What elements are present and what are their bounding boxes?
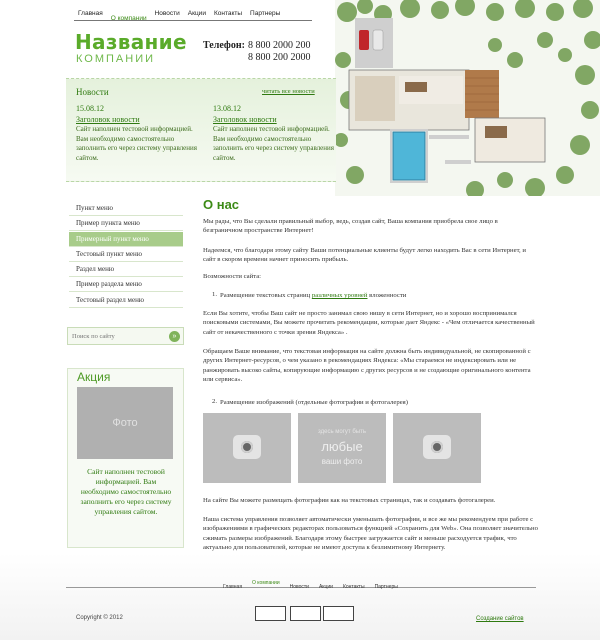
house-plan-illustration [335, 0, 600, 196]
camera-icon [423, 435, 451, 459]
list-item-text: Размещение текстовых страниц [220, 292, 312, 299]
photo-caption-big: любые [321, 439, 363, 454]
creator-link[interactable]: Создание сайтов [476, 616, 524, 622]
top-menu-promo[interactable]: Акции [187, 10, 206, 17]
footer-menu-contacts[interactable]: Контакты [342, 584, 365, 590]
side-menu-item[interactable]: Тестовый пункт меню [69, 247, 183, 262]
side-menu-item[interactable]: Пример пункта меню [69, 216, 183, 231]
side-menu [69, 201, 183, 308]
photo-caption-mid: ваши фото [321, 457, 363, 466]
list-number: 1. [212, 291, 218, 298]
news-date: 13.08.12 [213, 104, 241, 113]
footer-background [0, 553, 600, 640]
logo-title[interactable]: Название [75, 30, 187, 54]
header-house-image [335, 0, 600, 196]
footer-menu-promo[interactable]: Акции [318, 584, 333, 590]
counter-badge[interactable] [255, 606, 286, 621]
paragraph: Возможности сайта: [203, 273, 262, 280]
top-menu-news[interactable]: Новости [154, 10, 180, 17]
paragraph: Наша система управления позволяет автоматически уменьшать фотографии, и все же мы рекомендуем при работе с изображениями в графических редакторах пользоваться функцией «Сохранить для Web». Она позволяет значительно сжимать размеры изображений. Благодаря этому быстрее загружается сайт и меньше расходуется трафик, что актуально для пользователей, которые не имеют доступа к безлимитному Интернету. [203, 516, 538, 551]
counter-badge[interactable] [323, 606, 354, 621]
footer-menu-home[interactable]: Главная [223, 584, 243, 590]
photo-gallery [203, 413, 538, 483]
side-menu-item-active[interactable]: Примерный пункт меню [69, 232, 183, 247]
logo-subtitle[interactable]: КОМПАНИИ [76, 53, 156, 65]
page-title: О нас [203, 197, 240, 212]
search-input[interactable] [72, 330, 162, 342]
footer-menu-about[interactable]: О компании [252, 580, 280, 586]
list-item: Размещение изображений (отдельные фотографии и фотогалерея) [220, 399, 408, 406]
side-menu-item[interactable]: Пункт меню [69, 201, 183, 216]
top-menu-partners[interactable]: Партнеры [250, 10, 281, 17]
promo-photo-placeholder[interactable]: Фото [77, 387, 173, 459]
top-menu-home[interactable]: Главная [78, 10, 103, 17]
paragraph: Обращаем Ваше внимание, что текстовая информация на сайте должна быть индивидуальной, не скопированной с других Интернет-ресурсов, о чем указано в рекомендациях Яндекса: «Мы стараемся не индексировать или не ранжировать высоко сайты, копирующие информацию с других ресурсов и не создающие оригинального контента или сервиса». [203, 348, 531, 383]
phone-label: Телефон: [203, 40, 245, 51]
camera-icon [233, 435, 261, 459]
search-box [67, 327, 184, 345]
news-text: Сайт наполнен тестовой информацией. Вам необходимо самостоятельно заполнить его через систему управления сайтом. [213, 125, 334, 162]
copyright: Copyright © 2012 [76, 615, 123, 621]
gallery-photo[interactable] [393, 413, 481, 483]
list-item-text: вложенности [367, 292, 407, 299]
list-item [220, 291, 520, 300]
photo-caption-small: здесь могут быть [318, 429, 366, 435]
news-heading: Новости [76, 87, 109, 97]
paragraph: На сайте Вы можете размещать фотографии как на текстовых страницах, так и создавать фотогалереи. [203, 497, 496, 504]
promo-text: Сайт наполнен тестовой информацией. Вам необходимо самостоятельно заполнить его через систему управления сайтом. [80, 467, 172, 516]
news-text: Сайт наполнен тестовой информацией. Вам необходимо самостоятельно заполнить его через систему управления сайтом. [76, 125, 197, 162]
news-item [213, 104, 338, 163]
news-title-link[interactable]: Заголовок новости [213, 115, 277, 124]
side-menu-item[interactable]: Тестовый раздел меню [69, 293, 183, 308]
news-title-link[interactable]: Заголовок новости [76, 115, 140, 124]
footer-menu-news[interactable]: Новости [289, 584, 309, 590]
counter-badge[interactable] [290, 606, 321, 621]
top-menu-contacts[interactable]: Контакты [213, 10, 243, 17]
news-date: 15.08.12 [76, 104, 104, 113]
promo-title: Акция [77, 370, 111, 384]
gallery-photo[interactable] [298, 413, 386, 483]
gallery-photo[interactable] [203, 413, 291, 483]
top-menu-about[interactable]: О компании [110, 15, 147, 22]
paragraph: Надеемся, что благодаря этому сайту Ваши потенциальные клиенты будут легко находить Вас в сети Интернет, и сайт в скором времени начнет приносить прибыль. [203, 247, 526, 264]
all-news-link[interactable]: читать все новости [262, 88, 315, 95]
side-menu-item[interactable]: Раздел меню [69, 262, 183, 277]
phone-number-2: 8 800 200 2000 [248, 52, 311, 63]
footer-menu [218, 580, 403, 590]
phone-number-1: 8 800 2000 200 [248, 40, 311, 51]
paragraph: Если Вы хотите, чтобы Ваш сайт не просто занимал свою нишу в сети Интернет, но и хорошо воспринимался поисковыми системами, Вы можете прочитать рекомендации, которые дает Яндекс - «Чем отличается качественный сайт от некачественного с точки зрения Яндекса» . [203, 310, 535, 336]
list-number: 2. [212, 398, 218, 405]
news-item [76, 104, 201, 163]
paragraph: Мы рады, что Вы сделали правильный выбор, ведь, создав сайт, Ваша компания приобрела свое лицо в безграничном пространстве Интернет! [203, 218, 498, 235]
footer-menu-partners[interactable]: Партнеры [374, 584, 398, 590]
search-submit-button[interactable]: » [169, 331, 180, 342]
top-menu [74, 8, 312, 21]
levels-link[interactable]: различных уровней [311, 292, 368, 299]
side-menu-item[interactable]: Пример раздела меню [69, 277, 183, 292]
